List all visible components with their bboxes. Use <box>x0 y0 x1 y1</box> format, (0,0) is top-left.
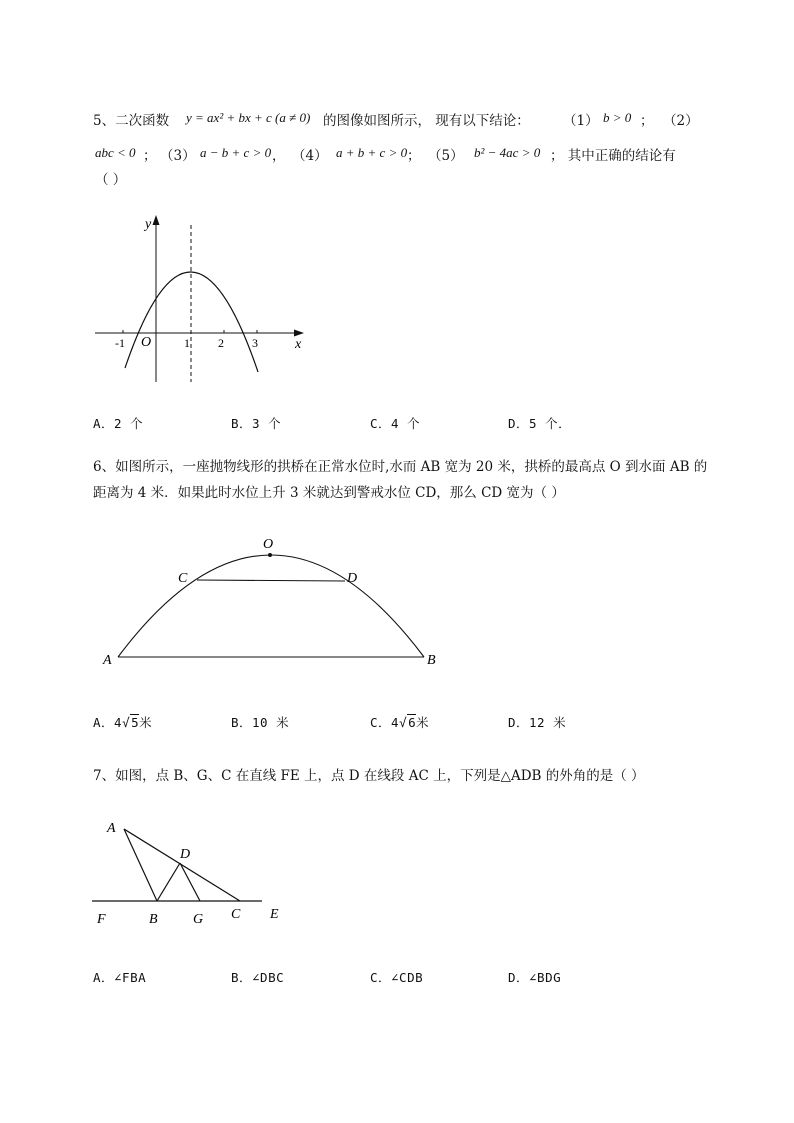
point-label-o: O <box>263 537 274 552</box>
q5-lead: 5、二次函数 <box>93 113 170 129</box>
point-label-g: G <box>193 912 204 927</box>
q6-option-d[interactable]: D．12 米 <box>508 715 567 730</box>
tick-label-1: 1 <box>184 336 190 350</box>
q7-stem: 7、如图，点 B、G、C 在直线 FE 上，点 D 在线段 AC 上，下列是△ADB 的外角的是（ ） <box>93 768 645 784</box>
option-a-coef: A．4 <box>93 715 123 730</box>
point-label-d: D <box>347 571 358 586</box>
q5-c2: abc < 0 <box>95 145 136 160</box>
q5-c4: a + b + c > 0 <box>336 145 408 160</box>
point-label-f: F <box>97 912 106 927</box>
q5-after: 的图像如图所示， 现有以下结论： <box>323 113 530 129</box>
point-label-b: B <box>427 653 436 668</box>
origin-label: O <box>141 335 152 350</box>
option-c-radicand: 6 <box>408 715 417 730</box>
option-c-coef: C．4 <box>370 715 400 730</box>
option-a-unit: 米 <box>139 715 153 730</box>
q6-stem-line2: 距离为 4 米．如果此时水位上升 3 米就达到警戒水位 CD，那么 CD 宽为（ ） <box>93 485 565 501</box>
q5-sep3: ， <box>272 148 286 164</box>
q5-formula: y = ax² + bx + c (a ≠ 0) <box>186 110 311 125</box>
sqrt-icon: √6 <box>399 715 417 730</box>
q5-sep2: ； <box>143 148 157 164</box>
q7-option-c[interactable]: C．∠CDB <box>370 970 424 985</box>
q7-option-d[interactable]: D．∠BDG <box>508 970 562 985</box>
q5-tail: ； 其中正确的结论有 <box>550 148 676 164</box>
segment-bd <box>157 863 180 901</box>
tick-label-2: 2 <box>218 336 224 350</box>
q5-option-d[interactable]: D．5 个． <box>508 416 572 431</box>
q5-c5: b² − 4ac > 0 <box>474 145 541 160</box>
point-label-d: D <box>180 847 191 862</box>
tick-label-3: 3 <box>252 336 258 350</box>
option-a-radicand: 5 <box>131 715 140 730</box>
y-axis-label: y <box>145 217 152 232</box>
q5-option-a[interactable]: A．2 个 <box>93 416 144 431</box>
segment-dg <box>180 863 200 901</box>
q5-option-c[interactable]: C．4 个 <box>370 416 421 431</box>
point-label-c: C <box>231 907 241 922</box>
point-label-e: E <box>270 907 279 922</box>
q5-sep1: ； <box>640 113 654 129</box>
q7-option-a[interactable]: A．∠FBA <box>93 970 147 985</box>
q5-c2-num: （2） <box>663 113 699 129</box>
q7-option-b[interactable]: B．∠DBC <box>231 970 285 985</box>
point-label-a: A <box>103 653 112 668</box>
q5-c3: a − b + c > 0 <box>200 145 272 160</box>
sqrt-icon: √5 <box>122 715 140 730</box>
point-label-b: B <box>149 912 158 927</box>
q5-c4-num: （4） <box>292 148 328 164</box>
q6-option-b[interactable]: B．10 米 <box>231 715 290 730</box>
segment-ac <box>124 829 240 901</box>
option-c-unit: 米 <box>416 715 430 730</box>
q5-c3-num: （3） <box>160 148 196 164</box>
point-label-c: C <box>178 571 188 586</box>
q5-option-b[interactable]: B．3 个 <box>231 416 282 431</box>
q5-c1: b > 0 <box>603 110 632 125</box>
q5-c1-num: （1） <box>563 113 599 129</box>
x-axis-label: x <box>295 337 302 352</box>
tick-label-neg1: -1 <box>115 336 125 350</box>
q5-sep4: ； <box>407 148 421 164</box>
q5-c5-num: （5） <box>428 148 464 164</box>
q6-stem-line1: 6、如图所示，一座抛物线形的拱桥在正常水位时,水而 AB 宽为 20 米，拱桥的最高点 O 到水面 AB 的 <box>93 459 708 475</box>
q5-answer-paren: （ ） <box>95 172 127 188</box>
point-label-a: A <box>107 821 116 836</box>
